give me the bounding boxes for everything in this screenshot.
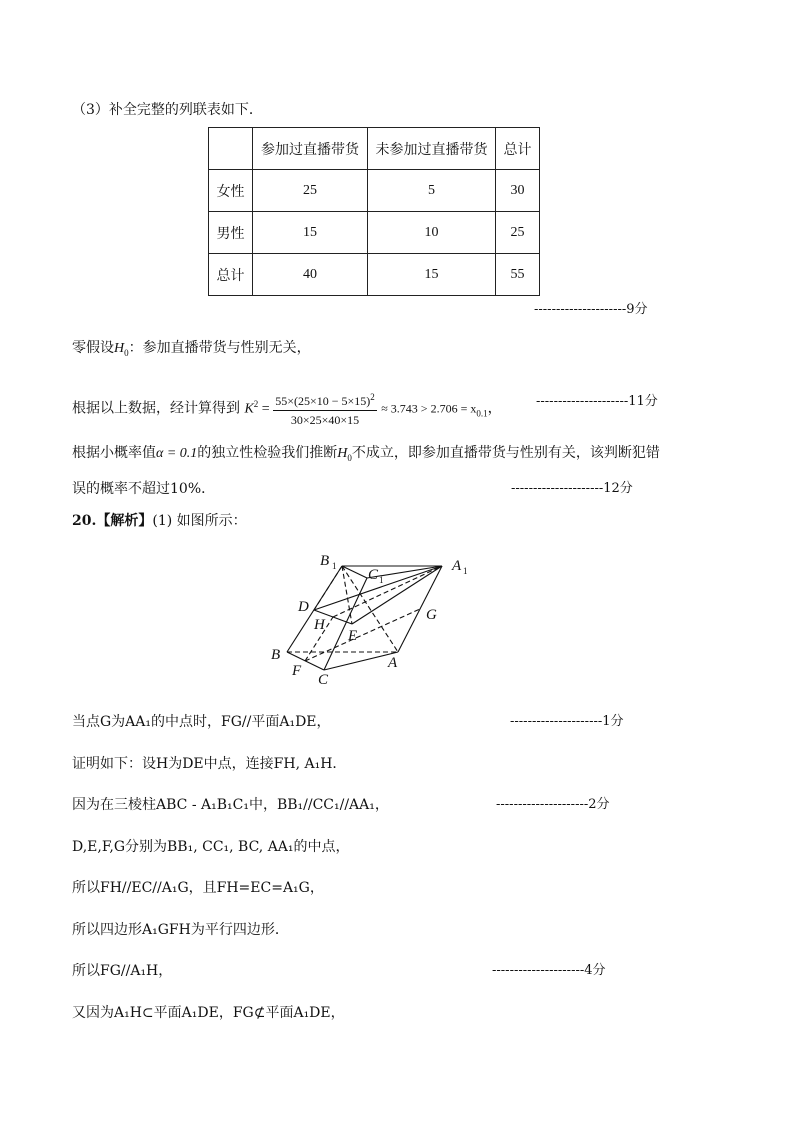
table-cell: 5 — [368, 170, 496, 212]
table-cell: 总计 — [496, 128, 540, 170]
table-cell: 15 — [368, 254, 496, 296]
proof-line-6: 所以四边形A₁GFH为平行四边形． — [72, 922, 289, 938]
k2-result-sub: 0.1 — [476, 408, 488, 419]
edge-c1c — [324, 578, 367, 670]
conclusion-line2: 误的概率不超过10%． — [72, 481, 216, 497]
table-cell: 15 — [253, 212, 368, 254]
null-hypothesis — [72, 338, 311, 363]
h0-symbol: H — [114, 341, 125, 356]
k2-numerator: 55×(25×10 − 5×15) — [275, 394, 371, 409]
table-cell: 30 — [496, 170, 540, 212]
prism-figure — [262, 548, 482, 688]
label-a1: A — [452, 558, 462, 574]
table-cell: 55 — [496, 254, 540, 296]
q20-number: 20. — [72, 513, 97, 529]
proof-line-5: 所以FH//EC//A₁G，且FH=EC=A₁G， — [72, 880, 324, 896]
h0-symbol: H — [337, 446, 348, 461]
table-cell: 男性 — [209, 212, 253, 254]
score-4: ---------------------4分 — [492, 963, 606, 978]
edge-b1e-dashed — [342, 566, 352, 624]
k2-prefix: 根据以上数据，经计算得到 — [72, 400, 240, 417]
k2-fraction — [273, 388, 377, 429]
k2-result: ≈ 3.743 > 2.706 = x — [381, 401, 477, 416]
label-c: C — [318, 672, 329, 688]
q20-heading — [72, 511, 247, 531]
hypothesis-suffix: ：参加直播带货与性别无关， — [128, 340, 311, 356]
table-cell: 40 — [253, 254, 368, 296]
proof-line-8: 又因为A₁H⊂平面A₁DE，FG⊄平面A₁DE， — [72, 1005, 345, 1021]
table-header-row — [209, 128, 540, 170]
k2-denominator: 30×25×40×15 — [290, 413, 360, 428]
table-cell: 女性 — [209, 170, 253, 212]
label-c1: C — [368, 567, 379, 583]
score-12: ---------------------12分 — [511, 481, 633, 496]
k2-numerator-sup: 2 — [370, 392, 375, 403]
hypothesis-prefix: 零假设 — [72, 340, 114, 356]
conclusion-text: 不成立，即参加直播带货与性别有关，该判断犯错 — [351, 445, 660, 461]
conclusion-text: 根据小概率值 — [72, 445, 156, 461]
label-b1-sub: 1 — [332, 561, 337, 571]
part3-intro: （3）补全完整的列联表如下． — [72, 102, 263, 118]
label-h: H — [314, 617, 325, 633]
k2-calculation: 根据以上数据，经计算得到 $K^2$ = $\frac{55\times(25\times 10 - 5\times 15)^2}{30\times 25\times 40\times 15}$ ≈ $3.743 > 2.706 = x_{0.1}$， — [72, 386, 502, 431]
table-cell: 25 — [496, 212, 540, 254]
proof-line-3: 因为在三棱柱ABC - A₁B₁C₁中，BB₁//CC₁//AA₁， — [72, 797, 389, 813]
table-cell: 参加过直播带货 — [253, 128, 368, 170]
score-1: ---------------------1分 — [510, 714, 624, 729]
label-b: B — [271, 647, 281, 663]
table-row — [209, 254, 540, 296]
table-cell: 10 — [368, 212, 496, 254]
table-cell: 总计 — [209, 254, 253, 296]
conclusion-line1 — [72, 443, 660, 468]
proof-line-7: 所以FG//A₁H， — [72, 963, 173, 979]
label-a: A — [388, 655, 398, 671]
table-cell: 未参加过直播带货 — [368, 128, 496, 170]
table-cell: 25 — [253, 170, 368, 212]
h0-sub: 0 — [124, 347, 129, 358]
proof-line-2: 证明如下：设H为DE中点，连接FH, A₁H． — [72, 756, 347, 772]
label-d: D — [298, 599, 309, 615]
table-cell — [209, 128, 253, 170]
table-row — [209, 170, 540, 212]
edge-b1c1 — [342, 566, 367, 578]
score-9: ---------------------9分 — [534, 302, 648, 317]
label-b1: B — [320, 553, 330, 569]
conclusion-text: 的独立性检验我们推断 — [197, 445, 338, 461]
label-c1-sub: 1 — [379, 575, 384, 585]
h0-sub: 0 — [347, 452, 352, 463]
label-g: G — [426, 607, 437, 623]
alpha-value: α = 0.1 — [156, 446, 198, 461]
q20-text: (1) 如图所示： — [152, 513, 247, 529]
score-11: ---------------------11分 — [536, 394, 658, 409]
k2-lhs: K — [244, 401, 254, 417]
proof-line-4: D,E,F,G分别为BB₁, CC₁, BC, AA₁的中点， — [72, 839, 350, 855]
label-e: E — [348, 628, 358, 644]
edge-ca — [324, 652, 398, 670]
label-a1-sub: 1 — [463, 566, 468, 576]
table-row — [209, 212, 540, 254]
k2-suffix: ， — [487, 400, 502, 417]
score-2: ---------------------2分 — [496, 797, 610, 812]
proof-line-1: 当点G为AA₁的中点时，FG//平面A₁DE， — [72, 714, 331, 730]
k2-lhs-sup: 2 — [253, 399, 259, 409]
label-f: F — [292, 663, 302, 679]
contingency-table — [208, 127, 540, 296]
q20-tag: 【解析】 — [96, 513, 153, 529]
